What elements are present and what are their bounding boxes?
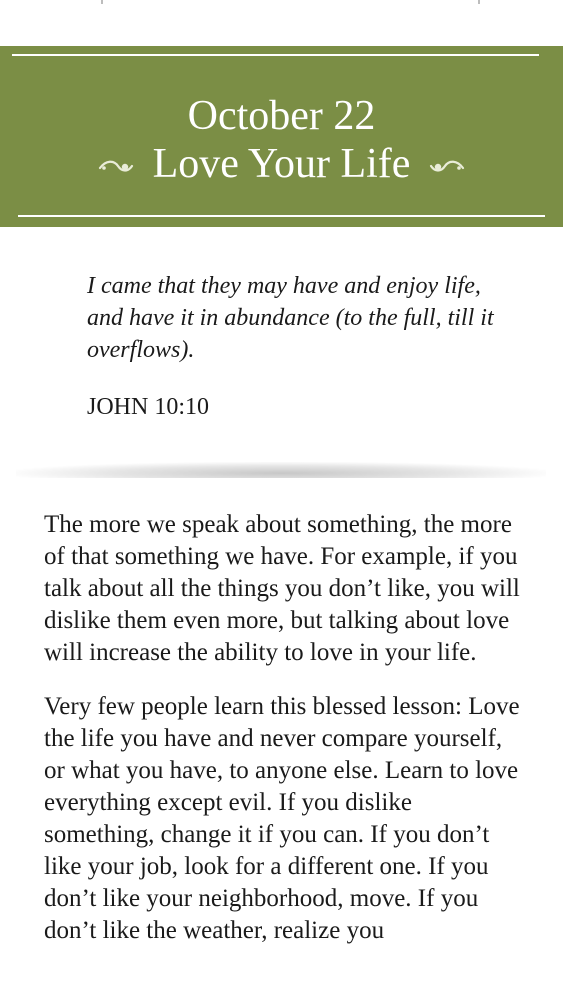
devotional-date: October 22 bbox=[187, 93, 376, 139]
top-toolbar-area bbox=[0, 0, 563, 46]
devotional-body bbox=[44, 509, 524, 969]
flourish-left-icon bbox=[98, 157, 134, 177]
section-divider bbox=[16, 462, 546, 478]
flourish-right-icon bbox=[429, 157, 465, 177]
banner-top-rule bbox=[12, 54, 539, 56]
body-paragraph: Very few people learn this blessed lesson: Love the life you have and never compare yourself, or what you have, to anyone else. Learn to love everything except evil. If you dislike something, change it if you can. If you don’t like your job, look for a different one. If you don’t like your neighborhood, move. If you don’t like the weather, realize you bbox=[44, 693, 520, 944]
body-paragraph: The more we speak about something, the more of that something we have. For example, if you talk about all the things you don’t like, you will dislike them even more, but talking about love will increase the ability to love in your life. bbox=[44, 511, 520, 666]
toolbar-edge-mark bbox=[478, 0, 480, 4]
toolbar-edge-mark bbox=[101, 0, 103, 4]
scripture-reference: JOHN 10:10 bbox=[87, 394, 210, 420]
devotional-title: Love Your Life bbox=[152, 141, 411, 187]
scripture-quote: I came that they may have and enjoy life, and have it in abundance (to the full, till it overflows). bbox=[87, 273, 494, 363]
banner-bottom-rule bbox=[18, 215, 545, 217]
devotional-header-banner bbox=[0, 46, 563, 227]
devotional-title-row bbox=[0, 141, 563, 187]
